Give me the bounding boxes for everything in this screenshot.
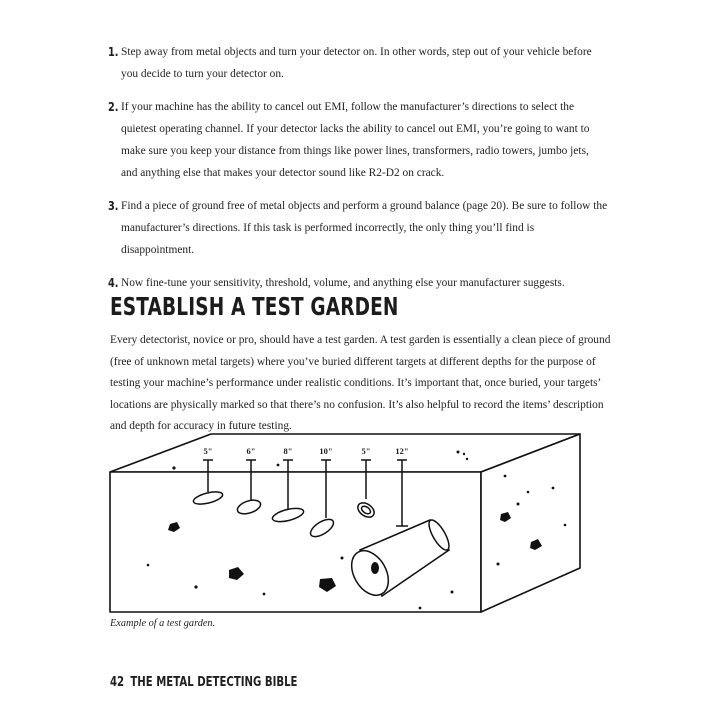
depth-label: 5" <box>361 446 371 456</box>
depth-label: 12" <box>395 446 409 456</box>
step-number: 2. <box>108 99 119 114</box>
step-item <box>108 96 608 184</box>
step-text: Find a piece of ground free of metal objects and perform a ground balance (page 20). Be sure to follow the manufacturer’s directions. If this task is performed incorrectly, the only thing you’ll find is disappointment. <box>121 200 608 256</box>
step-text: If your machine has the ability to cancel out EMI, follow the manufacturer’s directions to select the quietest operating channel. If your detector lacks the ability to cancel out EMI, you’re going to want to make sure you keep your distance from things like power lines, transformers, radio towers, jumbo jets, and anything else that makes your detector sound like R2-D2 on crack. <box>121 101 590 179</box>
step-item <box>108 195 608 261</box>
step-item <box>108 272 608 294</box>
depth-label: 10" <box>319 446 333 456</box>
test-garden-illustration <box>108 432 583 614</box>
step-number: 4. <box>108 275 119 290</box>
figure-caption: Example of a test garden. <box>110 618 216 629</box>
section-paragraph: Every detectorist, novice or pro, should have a test garden. A test garden is essentially a clean piece of ground (free of unknown metal targets) where you’ve buried different targets at different depths for the purpose of testing your machine’s performance under realistic conditions. It’s important that, once buried, your targets’ locations are physically marked so that there’s no confusion. It’s also helpful to record the items’ description and depth for accuracy in future testing. <box>110 334 611 432</box>
step-item <box>108 41 608 85</box>
depth-label: 6" <box>246 446 256 456</box>
page-footer <box>110 675 297 690</box>
step-number: 3. <box>108 198 119 213</box>
step-number: 1. <box>108 44 119 59</box>
step-text: Now fine-tune your sensitivity, threshold, volume, and anything else your manufacturer suggests. <box>121 277 565 289</box>
page-number: 42 <box>110 675 125 690</box>
numbered-steps-list <box>108 41 608 305</box>
step-text: Step away from metal objects and turn your detector on. In other words, step out of your vehicle before you decide to turn your detector on. <box>121 46 592 80</box>
depth-label: 5" <box>203 446 213 456</box>
book-title: THE METAL DETECTING BIBLE <box>130 675 298 690</box>
section-heading: ESTABLISH A TEST GARDEN <box>110 292 399 321</box>
depth-label: 8" <box>283 446 293 456</box>
